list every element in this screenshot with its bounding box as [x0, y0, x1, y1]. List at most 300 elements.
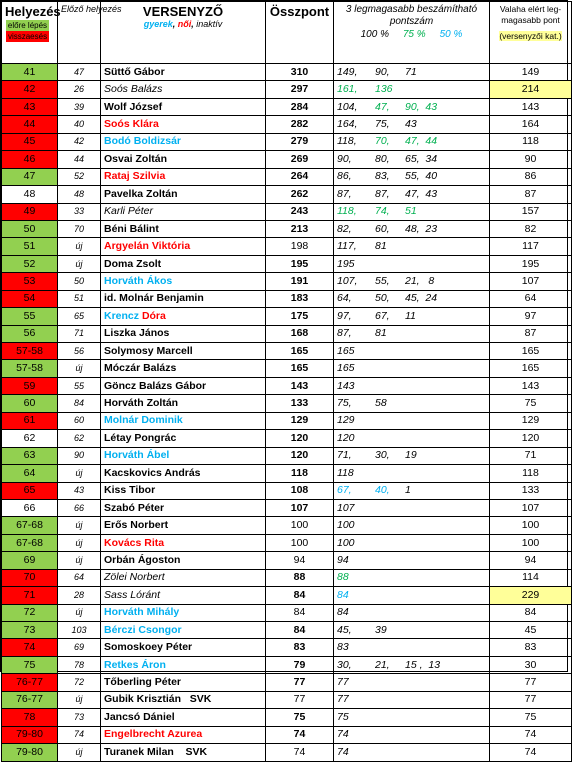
competitor-name: Doma Zsolt: [104, 257, 162, 270]
total-points-cell: 120: [266, 430, 334, 447]
score-3: 21, 8: [405, 274, 435, 287]
best-scores-cell: [334, 499, 490, 516]
competitor-name: Liszka János: [104, 327, 170, 340]
competitor-name-cell: [101, 203, 266, 220]
competitor-name: Bodó Boldizsár: [104, 135, 182, 148]
best-scores-cell: [334, 98, 490, 115]
table-row: [2, 325, 572, 342]
table-row: [2, 674, 572, 691]
score-1: 84: [337, 606, 349, 619]
table-row: [2, 168, 572, 185]
competitor-name-cell: [101, 308, 266, 325]
competitor-name-cell: [101, 81, 266, 98]
prev-rank-cell: 84: [58, 395, 101, 412]
table-row: [2, 412, 572, 429]
competitor-name: Pavelka Zoltán: [104, 187, 178, 200]
total-points-cell: 264: [266, 168, 334, 185]
total-points-cell: 100: [266, 517, 334, 534]
table-row: [2, 482, 572, 499]
total-points-cell: 284: [266, 98, 334, 115]
prev-rank-cell: 65: [58, 308, 101, 325]
best-scores-cell: [334, 273, 490, 290]
best-scores-cell: [334, 343, 490, 360]
prev-rank-cell: 56: [58, 343, 101, 360]
competitor-name-cell: [101, 691, 266, 708]
prev-rank-cell: 43: [58, 482, 101, 499]
prev-rank-cell: 50: [58, 273, 101, 290]
competitor-name: Engelbrecht Azurea: [104, 728, 203, 741]
best-scores-cell: [334, 377, 490, 394]
max-points-cell: 143: [490, 98, 572, 115]
competitor-name-cell: [101, 290, 266, 307]
prev-rank-cell: 90: [58, 447, 101, 464]
score-1: 30,: [337, 658, 352, 671]
total-points-cell: 120: [266, 447, 334, 464]
score-1: 107: [337, 501, 355, 514]
score-2: 30,: [375, 449, 390, 462]
competitor-name-cell: [101, 482, 266, 499]
score-2: 39: [375, 623, 387, 636]
rank-cell: 48: [2, 186, 58, 203]
best-scores-cell: [334, 360, 490, 377]
prev-rank-cell: 28: [58, 587, 101, 604]
total-points-cell: 94: [266, 552, 334, 569]
total-points-cell: 213: [266, 220, 334, 237]
rank-title: Helyezés: [5, 4, 61, 19]
table-row: [2, 534, 572, 551]
prev-rank-cell: 47: [58, 64, 101, 81]
best-scores-cell: [334, 726, 490, 743]
competitor-name: Kacskovics András: [104, 466, 201, 479]
score-3: 71: [405, 65, 417, 78]
total-points-cell: 79: [266, 656, 334, 673]
rank-cell: 76-77: [2, 691, 58, 708]
max-points-cell: 229: [490, 587, 572, 604]
score-1: 45,: [337, 623, 352, 636]
prev-rank-cell: 72: [58, 674, 101, 691]
score-3: 1: [405, 484, 411, 497]
rank-cell: 43: [2, 98, 58, 115]
total-points-cell: 310: [266, 64, 334, 81]
competitor-name-cell: [101, 186, 266, 203]
competitor-name: Wolf József: [104, 100, 163, 113]
max-points-cell: 107: [490, 499, 572, 516]
competitor-name-cell: [101, 116, 266, 133]
score-2: 50,: [375, 292, 390, 305]
prev-rank-cell: 71: [58, 325, 101, 342]
rank-cell: 54: [2, 290, 58, 307]
table-row: [2, 726, 572, 743]
score-1: 82,: [337, 222, 352, 235]
header-best: [334, 2, 490, 64]
legend-forward: előre lépés: [7, 21, 48, 30]
rank-cell: 42: [2, 81, 58, 98]
cat-inactive: inaktív: [196, 19, 223, 29]
prev-rank-cell: 51: [58, 290, 101, 307]
score-1: 87,: [337, 327, 352, 340]
table-row: [2, 517, 572, 534]
table-row: [2, 465, 572, 482]
competitor-name: Zölei Norbert: [104, 571, 165, 584]
max-points-cell: 143: [490, 377, 572, 394]
score-2: 70,: [375, 135, 390, 148]
competitor-name: Jancsó Dániel: [104, 710, 175, 723]
rank-cell: 79-80: [2, 726, 58, 743]
max-points-cell: 94: [490, 552, 572, 569]
score-1: 88: [337, 571, 349, 584]
rank-cell: 59: [2, 377, 58, 394]
score-3: 43: [405, 118, 417, 131]
prev-rank-cell: 78: [58, 656, 101, 673]
rank-cell: 66: [2, 499, 58, 516]
max-points-cell: 129: [490, 412, 572, 429]
max-points-cell: 82: [490, 220, 572, 237]
score-3: 45, 24: [405, 292, 438, 305]
score-2: 87,: [375, 187, 390, 200]
table-row: [2, 639, 572, 656]
total-title: Összpont: [269, 4, 330, 19]
prev-rank-cell: 39: [58, 98, 101, 115]
competitor-name-cell: [101, 465, 266, 482]
competitor-name-cell: [101, 709, 266, 726]
competitor-name: Móczár Balázs: [104, 362, 177, 375]
total-points-cell: 165: [266, 343, 334, 360]
table-row: [2, 430, 572, 447]
prev-rank-cell: új: [58, 465, 101, 482]
total-points-cell: 74: [266, 744, 334, 761]
rank-cell: 74: [2, 639, 58, 656]
table-row: [2, 360, 572, 377]
competitor-name: Béni Bálint: [104, 222, 159, 235]
best-scores-cell: [334, 691, 490, 708]
competitor-name-cell: [101, 325, 266, 342]
best-scores-cell: [334, 465, 490, 482]
competitor-name-cell: [101, 674, 266, 691]
score-1: 71,: [337, 449, 352, 462]
prev-title: Előző helyezés: [61, 4, 122, 14]
max-title: Valaha elért leg-magasabb pont: [499, 4, 562, 25]
competitor-name-cell: [101, 499, 266, 516]
best-scores-cell: [334, 447, 490, 464]
competitor-name: Osvai Zoltán: [104, 152, 168, 165]
max-points-cell: 75: [490, 395, 572, 412]
competitor-name-cell: [101, 238, 266, 255]
total-points-cell: 75: [266, 709, 334, 726]
rank-cell: 56: [2, 325, 58, 342]
competitor-name-first: Krencz: [104, 309, 142, 322]
total-points-cell: 143: [266, 377, 334, 394]
prev-rank-cell: 33: [58, 203, 101, 220]
table-row: [2, 116, 572, 133]
competitor-name: Molnár Dominik: [104, 414, 183, 427]
max-points-cell: 71: [490, 447, 572, 464]
competitor-name: id. Molnár Benjamin: [104, 292, 204, 305]
score-1: 195: [337, 257, 355, 270]
table-row: [2, 343, 572, 360]
score-1: 86,: [337, 170, 352, 183]
prev-rank-cell: 70: [58, 220, 101, 237]
table-row: [2, 447, 572, 464]
table-row: [2, 744, 572, 761]
prev-rank-cell: új: [58, 552, 101, 569]
competitor-name-cell: [101, 604, 266, 621]
rank-cell: 63: [2, 447, 58, 464]
competitor-name: Horváth Zoltán: [104, 397, 179, 410]
competitor-name: Rataj Szilvia: [104, 170, 166, 183]
score-1: 97,: [337, 309, 352, 322]
pct-50: 50 %: [439, 29, 463, 40]
prev-rank-cell: új: [58, 534, 101, 551]
score-1: 83: [337, 641, 349, 654]
prev-rank-cell: 73: [58, 709, 101, 726]
score-1: 64,: [337, 292, 352, 305]
max-points-cell: 118: [490, 465, 572, 482]
total-points-cell: 297: [266, 81, 334, 98]
cat-female: női: [177, 19, 192, 29]
table-row: [2, 203, 572, 220]
table-row: [2, 587, 572, 604]
best-pcts: [337, 29, 486, 40]
best-scores-cell: [334, 290, 490, 307]
max-points-cell: 74: [490, 726, 572, 743]
score-2: 55,: [375, 274, 390, 287]
total-points-cell: 195: [266, 255, 334, 272]
table-row: [2, 569, 572, 586]
competitor-name-cell: [101, 744, 266, 761]
competitor-name-cell: [101, 98, 266, 115]
best-scores-cell: [334, 412, 490, 429]
competitor-name: Horváth Ábel: [104, 449, 170, 462]
total-points-cell: 108: [266, 482, 334, 499]
rank-cell: 50: [2, 220, 58, 237]
best-scores-cell: [334, 203, 490, 220]
rank-cell: 57-58: [2, 343, 58, 360]
max-points-cell: 90: [490, 151, 572, 168]
table-row: [2, 238, 572, 255]
competitor-name: Soós Balázs: [104, 83, 163, 96]
rank-cell: 41: [2, 64, 58, 81]
competitor-name-cell: [101, 447, 266, 464]
table-row: [2, 273, 572, 290]
score-3: 15 , 13: [405, 658, 441, 671]
competitor-name-cell: [101, 273, 266, 290]
rank-cell: 52: [2, 255, 58, 272]
best-scores-cell: [334, 81, 490, 98]
best-scores-cell: [334, 238, 490, 255]
score-2: 67,: [375, 309, 390, 322]
competitor-name-cell: [101, 151, 266, 168]
prev-rank-cell: 55: [58, 377, 101, 394]
table-row: [2, 151, 572, 168]
prev-rank-cell: 48: [58, 186, 101, 203]
competitor-name: Karli Péter: [104, 205, 154, 218]
prev-rank-cell: 44: [58, 151, 101, 168]
best-scores-cell: [334, 116, 490, 133]
max-points-cell: 214: [490, 81, 572, 98]
best-scores-cell: [334, 395, 490, 412]
total-points-cell: 175: [266, 308, 334, 325]
competitor-name: Szabó Péter: [104, 501, 165, 514]
max-points-cell: 97: [490, 308, 572, 325]
score-1: 90,: [337, 152, 352, 165]
max-points-cell: 164: [490, 116, 572, 133]
competitor-name: Argyelán Viktória: [104, 240, 191, 253]
score-2: 90,: [375, 65, 390, 78]
best-scores-cell: [334, 151, 490, 168]
rank-cell: 79-80: [2, 744, 58, 761]
max-points-cell: 165: [490, 343, 572, 360]
competitor-name: Sass Lóránt: [104, 588, 161, 601]
rank-cell: 73: [2, 622, 58, 639]
table-row: [2, 308, 572, 325]
score-3: 19: [405, 449, 417, 462]
competitor-name-cell: [101, 517, 266, 534]
total-points-cell: 168: [266, 325, 334, 342]
best-scores-cell: [334, 744, 490, 761]
score-3: 47, 44: [405, 135, 438, 148]
prev-rank-cell: új: [58, 691, 101, 708]
rank-cell: 44: [2, 116, 58, 133]
competitor-name: Tőberling Péter: [104, 676, 182, 689]
competitor-name-cell: [101, 639, 266, 656]
score-1: 94: [337, 553, 349, 566]
legend-back: visszaesés: [7, 32, 48, 41]
prev-rank-cell: új: [58, 604, 101, 621]
max-points-cell: 149: [490, 64, 572, 81]
competitor-name-cell: [101, 569, 266, 586]
score-1: 118: [337, 466, 354, 479]
score-1: 107,: [337, 274, 358, 287]
table-row: [2, 98, 572, 115]
score-1: 87,: [337, 187, 352, 200]
cat-children: gyerek: [143, 19, 173, 29]
max-points-cell: 120: [490, 430, 572, 447]
competitor-name-cell: [101, 168, 266, 185]
score-1: 120: [337, 431, 355, 444]
rank-cell: 72: [2, 604, 58, 621]
competitor-name: Süttő Gábor: [104, 65, 165, 78]
total-points-cell: 279: [266, 133, 334, 150]
table-row: [2, 622, 572, 639]
max-points-cell: 83: [490, 639, 572, 656]
score-2: 83,: [375, 170, 390, 183]
best-scores-cell: [334, 656, 490, 673]
competitor-name: Horváth Ákos: [104, 274, 173, 287]
rank-cell: 53: [2, 273, 58, 290]
table-row: [2, 499, 572, 516]
category-legend: gyerek, női, inaktív: [143, 19, 223, 29]
rank-cell: 71: [2, 587, 58, 604]
table-row: [2, 377, 572, 394]
competitor-name-cell: [101, 587, 266, 604]
prev-rank-cell: 62: [58, 430, 101, 447]
score-1: 118,: [337, 135, 357, 148]
rank-cell: 45: [2, 133, 58, 150]
competitor-name-cell: [101, 133, 266, 150]
competitor-name: Létay Pongrác: [104, 431, 177, 444]
score-1: 118,: [337, 205, 357, 218]
best-scores-cell: [334, 622, 490, 639]
table-row: [2, 81, 572, 98]
prev-rank-cell: új: [58, 360, 101, 377]
score-1: 161,: [337, 83, 358, 96]
prev-rank-cell: 74: [58, 726, 101, 743]
max-points-cell: 133: [490, 482, 572, 499]
total-points-cell: 269: [266, 151, 334, 168]
best-scores-cell: [334, 517, 490, 534]
score-2: 80,: [375, 152, 390, 165]
header-max: [490, 2, 572, 64]
prev-rank-cell: új: [58, 517, 101, 534]
total-points-cell: 84: [266, 587, 334, 604]
score-1: 165: [337, 362, 355, 375]
best-scores-cell: [334, 534, 490, 551]
total-points-cell: 118: [266, 465, 334, 482]
score-3: 11: [405, 309, 416, 322]
competitor-name-last: Dóra: [141, 309, 166, 322]
score-2: 81: [375, 240, 387, 253]
score-1: 74: [337, 745, 349, 758]
rank-cell: 75: [2, 656, 58, 673]
competitor-name: Somoskoey Péter: [104, 641, 193, 654]
max-points-cell: 100: [490, 534, 572, 551]
rank-cell: 51: [2, 238, 58, 255]
max-points-cell: 107: [490, 273, 572, 290]
best-scores-cell: [334, 133, 490, 150]
max-points-cell: 77: [490, 674, 572, 691]
total-points-cell: 74: [266, 726, 334, 743]
max-points-cell: 195: [490, 255, 572, 272]
rank-cell: 70: [2, 569, 58, 586]
best-scores-cell: [334, 639, 490, 656]
ranking-rows: [2, 64, 572, 762]
score-1: 84: [337, 588, 349, 601]
score-2: 40,: [375, 484, 390, 497]
competitor-name-cell: [101, 377, 266, 394]
score-1: 67,: [337, 484, 352, 497]
rank-cell: 61: [2, 412, 58, 429]
max-points-cell: 157: [490, 203, 572, 220]
total-points-cell: 88: [266, 569, 334, 586]
table-row: [2, 691, 572, 708]
competitor-name-cell: [101, 64, 266, 81]
competitor-name-cell: [101, 360, 266, 377]
total-points-cell: 133: [266, 395, 334, 412]
max-points-cell: 87: [490, 186, 572, 203]
total-points-cell: 84: [266, 604, 334, 621]
max-points-cell: 117: [490, 238, 572, 255]
table-row: [2, 64, 572, 81]
table-row: [2, 395, 572, 412]
max-points-cell: 74: [490, 744, 572, 761]
table-row: [2, 290, 572, 307]
score-1: 129: [337, 414, 355, 427]
total-points-cell: 107: [266, 499, 334, 516]
max-points-cell: 87: [490, 325, 572, 342]
prev-rank-cell: 40: [58, 116, 101, 133]
header-total: [266, 2, 334, 64]
score-2: 75,: [375, 118, 390, 131]
competitor-name: Kovács Rita: [104, 536, 165, 549]
max-points-cell: 64: [490, 290, 572, 307]
max-points-cell: 84: [490, 604, 572, 621]
competitor-name-cell: [101, 430, 266, 447]
best-scores-cell: [334, 64, 490, 81]
rank-cell: 64: [2, 465, 58, 482]
total-points-cell: 183: [266, 290, 334, 307]
max-points-cell: 165: [490, 360, 572, 377]
total-points-cell: 100: [266, 534, 334, 551]
